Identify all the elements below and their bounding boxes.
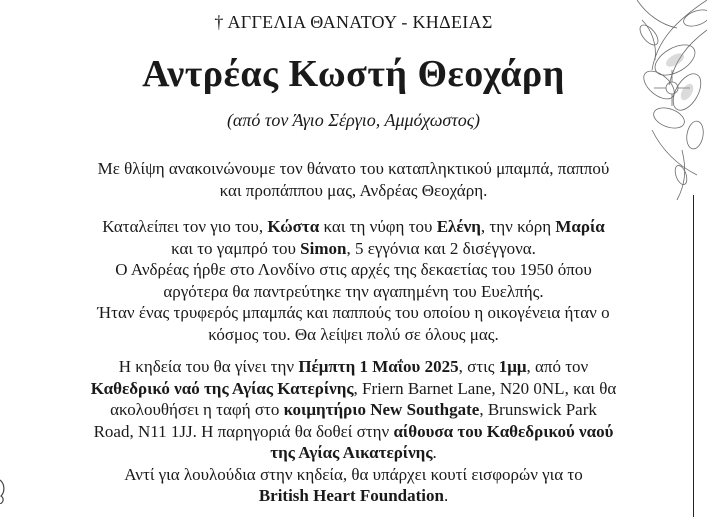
- family-paragraph: [0, 216, 707, 345]
- hall-name: αίθουσα του Καθεδρικού ναού: [393, 421, 614, 441]
- notice-heading: † ΑΓΓΕΛΙΑ ΘΑΝΑΤΟΥ - ΚΗΔΕΙΑΣ: [214, 12, 493, 32]
- funeral-line: Road, N11 1JJ. Η παρηγοριά θα δοθεί στην αίθουσα του Καθεδρικού ναού: [93, 421, 614, 441]
- intro-paragraph: [0, 158, 707, 201]
- family-line: Ήταν ένας τρυφερός μπαμπάς και παππούς του οποίου η οικογένεια ήταν ο: [97, 303, 610, 322]
- cemetery-name: κοιμητήριο New Southgate: [283, 400, 480, 419]
- funeral-line: ακολουθήσει η ταφή στο κοιμητήριο New Southgate, Brunswick Park: [110, 400, 597, 419]
- son-in-law-name: Simon: [300, 238, 347, 258]
- funeral-paragraph: [0, 356, 707, 507]
- family-line: Ο Ανδρέας ήρθε στο Λονδίνο στις αρχές της δεκαετίας του 1950 όπου: [115, 260, 592, 279]
- funeral-date: Πέμπτη 1 Μαΐου 2025: [298, 357, 459, 376]
- deceased-origin: (από τον Άγιο Σέργιο, Αμμόχωστος): [226, 110, 481, 130]
- family-line: Καταλείπει τον γιο του, Κώστα και τη νύφη του Ελένη, την κόρη Μαρία: [102, 217, 605, 236]
- church-name: Καθεδρικό ναό της Αγίας Κατερίνης: [90, 378, 354, 398]
- deceased-name: Αντρέας Κωστή Θεοχάρη: [142, 53, 565, 95]
- funeral-line: Αντί για λουλούδια στην κηδεία, θα υπάρχει κουτί εισφορών για το: [124, 464, 583, 484]
- son-name: Κώστα: [267, 217, 320, 236]
- funeral-line: της Αγίας Αικατερίνης.: [270, 443, 437, 462]
- funeral-line: British Heart Foundation.: [258, 486, 449, 505]
- family-line: και το γαμπρό του Simon, 5 εγγόνια και 2 δισέγγονα.: [171, 238, 536, 258]
- charity-name: British Heart Foundation: [258, 486, 444, 505]
- daughter-in-law-name: Ελένη: [436, 217, 481, 236]
- family-line: αργότερα θα παντρεύτηκε την αγαπημένη του Ευελπής.: [163, 281, 544, 301]
- family-line: κόσμος του. Θα λείψει πολύ σε όλους μας.: [208, 324, 499, 344]
- intro-line: Με θλίψη ανακοινώνουμε τον θάνατο του καταπληκτικού μπαμπά, παππού: [97, 159, 610, 178]
- daughter-name: Μαρία: [555, 217, 605, 236]
- funeral-line: Καθεδρικό ναό της Αγίας Κατερίνης, Friern Barnet Lane, N20 0NL, και θα: [90, 378, 617, 398]
- funeral-line: Η κηδεία του θα γίνει την Πέμπτη 1 Μαΐου 2025, στις 1μμ, από τον: [118, 357, 589, 376]
- intro-line: και προπάππου μας, Ανδρέας Θεοχάρη.: [219, 180, 488, 200]
- hall-name-cont: της Αγίας Αικατερίνης: [270, 443, 433, 462]
- funeral-time: 1μμ: [498, 357, 527, 376]
